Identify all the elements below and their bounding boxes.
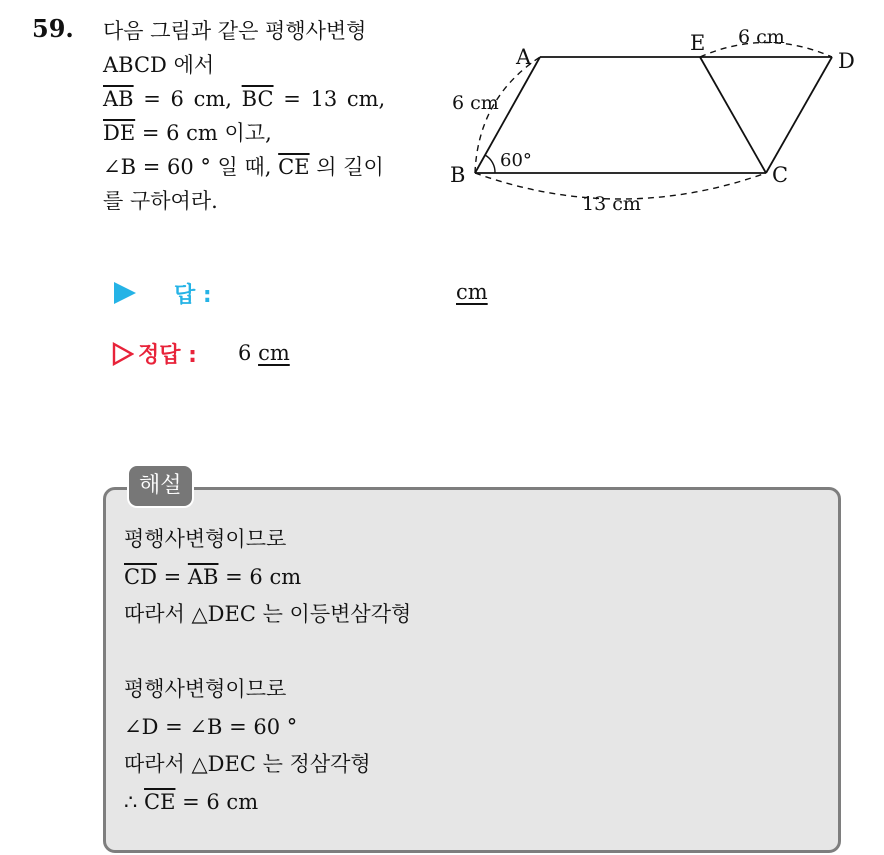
segment-ce-line	[700, 57, 766, 173]
ce-suffix: 의 길이	[309, 155, 384, 179]
answer-unit: cm	[456, 280, 488, 304]
question-line-5	[103, 150, 433, 184]
question-line-6: 를 구하여라.	[103, 189, 218, 213]
explanation-tag: 해설	[129, 466, 192, 506]
angle-expression: ∠B = 60 ° 일 때,	[103, 155, 272, 179]
vertex-label-b: B	[450, 163, 466, 187]
vertex-label-c: C	[772, 163, 789, 187]
angle-arc-b	[485, 155, 495, 173]
play-arrow-icon	[112, 280, 138, 306]
length-label-ab: 6 cm	[452, 92, 499, 114]
explanation-line-5: 평행사변형이므로	[124, 677, 287, 701]
explanation-line-2	[124, 559, 411, 597]
answer-label: 답 :	[174, 283, 212, 308]
question-line-1: 다음 그림과 같은 평행사변형	[103, 19, 367, 43]
segment-ce: $\overline{CE}$	[278, 155, 310, 179]
side-cd	[766, 57, 832, 173]
explanation-line-blank	[124, 634, 411, 672]
solution-unit: cm	[258, 341, 290, 365]
answer-row	[112, 278, 612, 312]
explanation-line-6: ∠D = ∠B = 60 °	[124, 714, 298, 739]
parallelogram-figure	[438, 20, 878, 230]
angle-label-b: 60°	[500, 150, 532, 171]
solution-row	[112, 338, 612, 372]
question-line-4	[103, 116, 433, 150]
segment-de: $\overline{DE}$	[103, 121, 136, 145]
solution-label: 정답 :	[138, 343, 197, 368]
question-line-3	[103, 82, 433, 116]
segment-cd: $\overline{CD}$	[124, 564, 157, 589]
segment-bc: $\overline{BC}$	[241, 87, 274, 111]
explanation-text	[124, 521, 411, 821]
therefore-symbol: ∴	[124, 789, 145, 814]
bc-value: = 13 cm,	[273, 87, 386, 111]
explanation-line-3: 따라서 △DEC 는 이등변삼각형	[124, 602, 412, 626]
question-text	[103, 14, 433, 218]
ab-value: = 6 cm,	[133, 87, 232, 111]
explanation-line-1: 평행사변형이므로	[124, 527, 287, 551]
segment-ab: $\overline{AB}$	[103, 87, 134, 111]
length-label-bc: 13 cm	[582, 193, 641, 215]
explanation-line-8	[124, 784, 411, 822]
vertex-label-d: D	[838, 49, 855, 73]
segment-ce-2: $\overline{CE}$	[144, 789, 176, 814]
explanation-line-7: 따라서 △DEC 는 정삼각형	[124, 752, 371, 776]
outline-arrow-icon	[112, 342, 134, 366]
vertex-label-a: A	[516, 45, 532, 69]
solution-value: 6	[238, 341, 252, 365]
length-label-ed: 6 cm	[738, 26, 785, 48]
question-number: 59.	[32, 14, 74, 43]
question-line-2: ABCD 에서	[103, 53, 215, 77]
segment-ab-2: $\overline{AB}$	[187, 564, 219, 589]
vertex-label-e: E	[690, 31, 706, 55]
de-value: = 6 cm 이고,	[135, 121, 272, 145]
ce-value: = 6 cm	[175, 789, 259, 814]
solution-value-group	[238, 341, 290, 365]
equals-sign: =	[156, 564, 188, 589]
cd-value: = 6 cm	[218, 564, 302, 589]
